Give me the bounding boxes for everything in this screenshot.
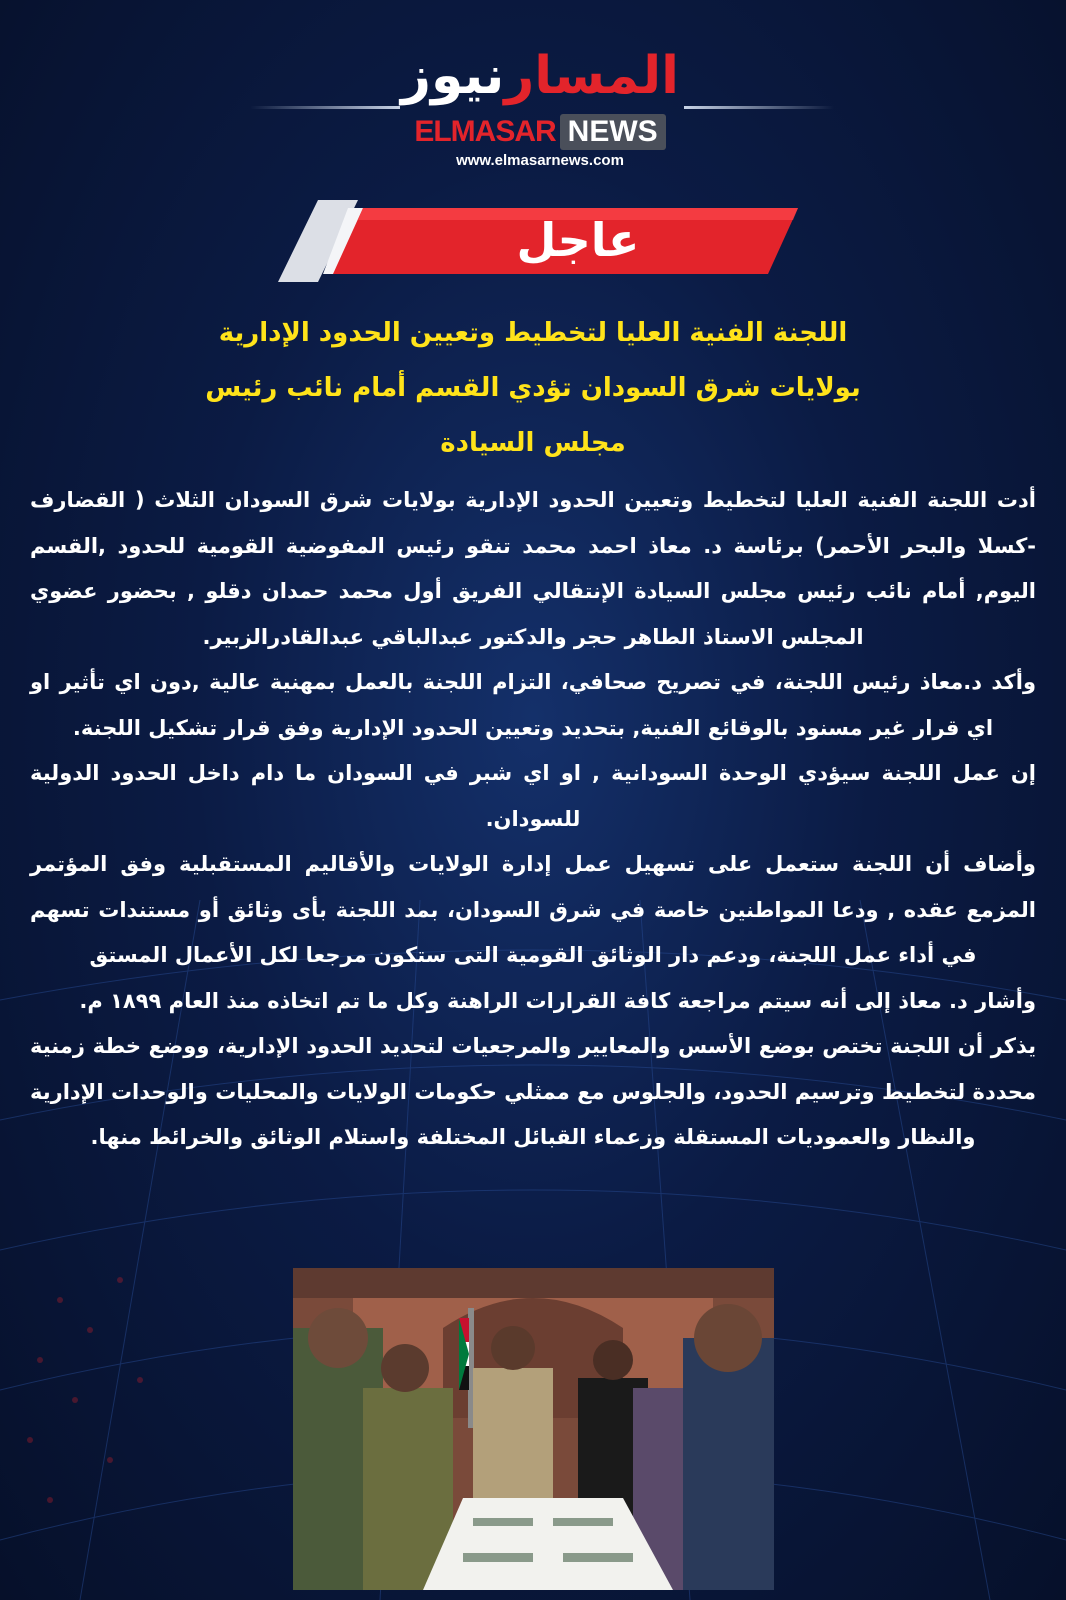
breaking-label: عاجل (516, 213, 640, 267)
breaking-news-banner (278, 200, 798, 282)
article-paragraph: أدت اللجنة الفنية العليا لتخطيط وتعيين الحدود الإدارية بولايات شرق السودان الثلاث ( القضارف -كسلا والبحر الأحمر) برئاسة د. معاذ احمد محمد تنقو رئيس المفوضية القومية للحدود ,القسم اليوم, أمام نائب رئيس مجلس السيادة الإنتقالي الفريق أول محمد حمدان دقلو , بحضور عضوي المجلس الاستاذ الطاهر حجر والدكتور عبدالباقي عبدالقادرالزبير. (30, 488, 1036, 649)
logo-news-badge: NEWS (560, 114, 666, 150)
logo-arabic-wordmark (380, 40, 700, 112)
news-photo (293, 1268, 774, 1590)
headline-line: اللجنة الفنية العليا لتخطيط وتعيين الحدود الإدارية (218, 318, 848, 348)
headline (150, 306, 916, 471)
logo-latin-red: ELMASAR (414, 115, 556, 148)
article-paragraph: وأشار د. معاذ إلى أنه سيتم مراجعة كافة القرارات الراهنة وكل ما تم اتخاذه منذ العام ١٨٩٩ م. (79, 988, 1036, 1013)
article-paragraph: يذكر أن اللجنة تختص بوضع الأسس والمعايير والمرجعيات لتحديد الحدود الإدارية، ووضع خطة زمنية محددة لتخطيط وترسيم الحدود، والجلوس مع ممثلي حكومات الولايات والمحليات والوحدات الإدارية والنظار والعموديات المستقلة وزعماء القبائل المختلفة واستلام الوثائق والخرائط منها. (30, 1034, 1036, 1149)
logo-arabic-white: نيوز (401, 46, 505, 106)
logo-url: www.elmasarnews.com (456, 152, 624, 169)
article-paragraph: وأكد د.معاذ رئيس اللجنة، في تصريح صحافي، التزام اللجنة بالعمل بمهنية عالية ,دون اي تأثير او اي قرار غير مسنود بالوقائع الفنية, بتحديد وتعيين الحدود الإدارية وفق قرار تشكيل اللجنة. (30, 670, 1036, 740)
article-paragraph: إن عمل اللجنة سيؤدي الوحدة السودانية , او اي شبر في السودان ما دام داخل الحدود الدولية للسودان. (30, 761, 1036, 831)
article-body (30, 478, 1036, 1161)
headline-line: مجلس السيادة (440, 428, 626, 458)
headline-line: بولايات شرق السودان تؤدي القسم أمام نائب رئيس (205, 373, 861, 403)
logo-latin-wordmark (408, 112, 672, 152)
logo-arabic-red: المسار (504, 46, 679, 106)
article-paragraph: وأضاف أن اللجنة ستعمل على تسهيل عمل إدارة الولايات والأقاليم المستقبلية وفق المؤتمر المزمع عقده , ودعا المواطنين خاصة في شرق السودان، بمد اللجنة بأى وثائق أو مستندات تسهم في أداء عمل اللجنة، ودعم دار الوثائق القومية التى ستكون مرجعا لكل الأعمال المستق (30, 852, 1036, 967)
logo-rule-right (684, 106, 834, 109)
brand-logo (0, 40, 1066, 180)
logo-rule-left (250, 106, 400, 109)
